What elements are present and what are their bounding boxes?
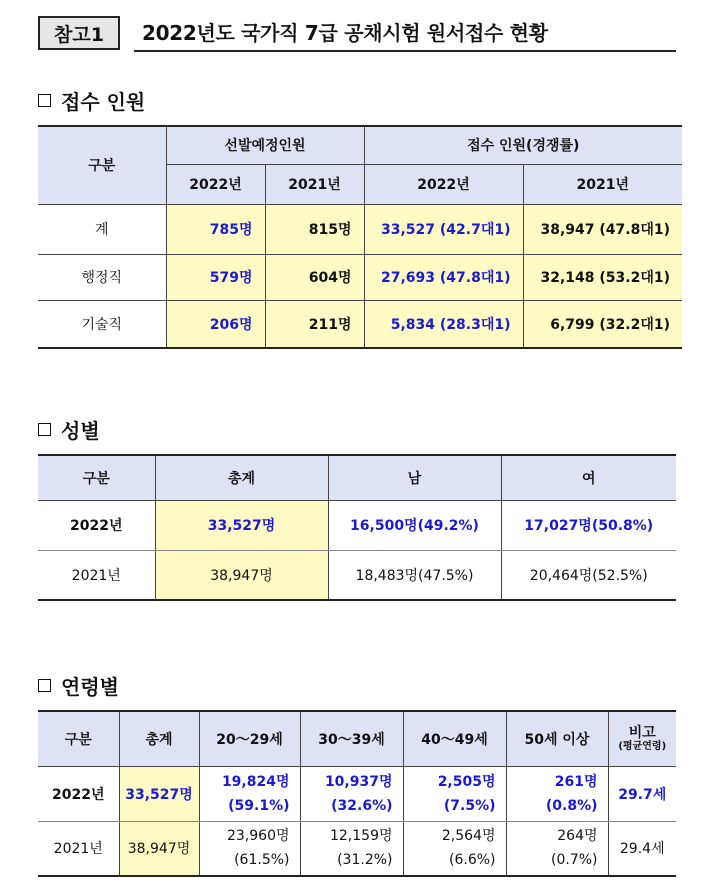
total-value: 33,527명 <box>119 766 199 821</box>
col-header-2021: 2021년 <box>265 164 364 204</box>
col-header-age-30s: 30～39세 <box>300 711 403 766</box>
count: 10,937명 <box>324 773 393 790</box>
row-label: 2021년 <box>38 550 155 600</box>
document-title: 2022년도 국가직 7급 공채시험 원서접수 현황 <box>142 21 548 45</box>
percent: (61.5%) <box>234 852 290 869</box>
col-header-total: 총계 <box>119 711 199 766</box>
count: 2,564명 <box>441 828 496 845</box>
applicants-2022: 27,693 (47.8대1) <box>364 254 523 300</box>
age-30s-value <box>300 766 403 821</box>
selection-2021: 815명 <box>265 204 364 254</box>
table-corner-header: 구분 <box>38 126 166 204</box>
table-row <box>38 204 682 254</box>
row-label: 2022년 <box>38 500 155 550</box>
percent: (31.2%) <box>337 852 393 869</box>
count: 23,960명 <box>226 828 290 845</box>
document-title-row <box>38 16 676 52</box>
col-header-age-20s: 20～29세 <box>199 711 300 766</box>
col-header-2022: 2022년 <box>364 164 523 204</box>
count: 19,824명 <box>221 773 290 790</box>
female-value: 17,027명(50.8%) <box>501 500 676 550</box>
applicants-2021: 32,148 (53.2대1) <box>523 254 682 300</box>
percent: (0.7%) <box>551 852 598 869</box>
applicants-2022: 5,834 (28.3대1) <box>364 300 523 348</box>
count: 12,159명 <box>329 828 393 845</box>
male-value: 16,500명(49.2%) <box>328 500 501 550</box>
col-header-2021: 2021년 <box>523 164 682 204</box>
row-label: 기술직 <box>38 300 166 348</box>
average-age-value: 29.7세 <box>608 766 676 821</box>
age-40s-value <box>403 821 506 876</box>
row-label: 행정직 <box>38 254 166 300</box>
row-label: 2022년 <box>38 766 119 821</box>
row-label: 계 <box>38 204 166 254</box>
count: 261명 <box>554 773 598 790</box>
note-header-label: 비고 <box>628 724 656 741</box>
applicants-2021: 38,947 (47.8대1) <box>523 204 682 254</box>
selection-2021: 604명 <box>265 254 364 300</box>
age-table <box>38 710 676 877</box>
age-50plus-value <box>506 821 608 876</box>
col-header-2022: 2022년 <box>166 164 265 204</box>
section-heading-age <box>38 671 119 700</box>
table-row <box>38 821 676 876</box>
section-heading-applicants <box>38 86 145 115</box>
percent: (7.5%) <box>443 797 496 814</box>
age-20s-value <box>199 821 300 876</box>
col-header-male: 남 <box>328 455 501 500</box>
percent: (32.6%) <box>331 797 393 814</box>
col-header-age-50plus: 50세 이상 <box>506 711 608 766</box>
table-row <box>38 300 682 348</box>
section-title: 접수 인원 <box>61 90 146 114</box>
total-value: 38,947명 <box>155 550 328 600</box>
applicants-table <box>38 125 682 349</box>
selection-2022: 785명 <box>166 204 265 254</box>
gender-table <box>38 454 676 601</box>
checkbox-square-icon <box>38 94 51 107</box>
age-50plus-value <box>506 766 608 821</box>
table-row <box>38 500 676 550</box>
male-value: 18,483명(47.5%) <box>328 550 501 600</box>
checkbox-square-icon <box>38 423 51 436</box>
title-underline <box>134 50 676 52</box>
age-30s-value <box>300 821 403 876</box>
checkbox-square-icon <box>38 679 51 692</box>
table-row <box>38 254 682 300</box>
female-value: 20,464명(52.5%) <box>501 550 676 600</box>
section-title: 성별 <box>61 419 100 443</box>
group-header-selection: 선발예정인원 <box>166 126 364 164</box>
total-value: 38,947명 <box>119 821 199 876</box>
section-title: 연령별 <box>61 675 119 699</box>
total-value: 33,527명 <box>155 500 328 550</box>
section-heading-gender <box>38 415 100 444</box>
applicants-2022: 33,527 (42.7대1) <box>364 204 523 254</box>
col-header-category: 구분 <box>38 711 119 766</box>
col-header-total: 총계 <box>155 455 328 500</box>
note-header-sublabel: (평균연령) <box>618 740 667 752</box>
row-label: 2021년 <box>38 821 119 876</box>
percent: (0.8%) <box>545 797 598 814</box>
count: 2,505명 <box>437 773 496 790</box>
selection-2022: 579명 <box>166 254 265 300</box>
reference-label: 참고1 <box>38 16 120 50</box>
age-40s-value <box>403 766 506 821</box>
count: 264명 <box>557 828 598 845</box>
applicants-2021: 6,799 (32.2대1) <box>523 300 682 348</box>
selection-2022: 206명 <box>166 300 265 348</box>
table-row <box>38 766 676 821</box>
percent: (59.1%) <box>228 797 290 814</box>
age-20s-value <box>199 766 300 821</box>
col-header-category: 구분 <box>38 455 155 500</box>
group-header-applicants: 접수 인원(경쟁률) <box>364 126 682 164</box>
col-header-female: 여 <box>501 455 676 500</box>
selection-2021: 211명 <box>265 300 364 348</box>
col-header-note <box>608 711 676 766</box>
table-row <box>38 550 676 600</box>
average-age-value: 29.4세 <box>608 821 676 876</box>
col-header-age-40s: 40～49세 <box>403 711 506 766</box>
percent: (6.6%) <box>449 852 496 869</box>
